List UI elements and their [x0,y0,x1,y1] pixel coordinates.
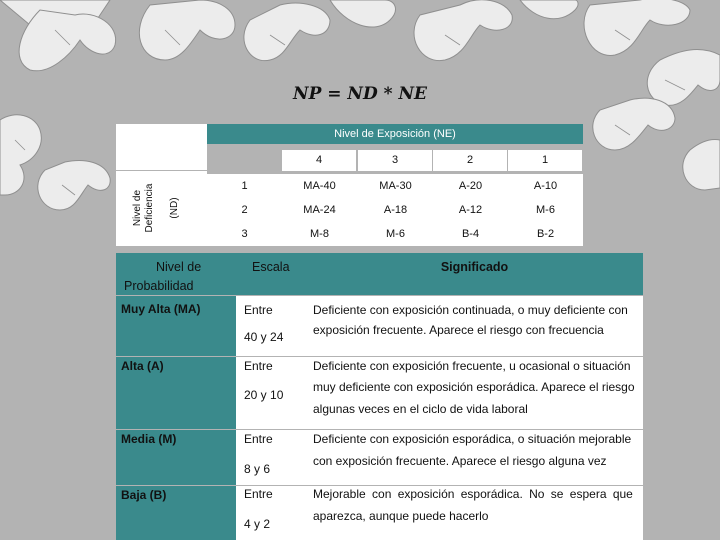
matrix-cell: A-10 [533,180,558,192]
level-cell-baja: Baja (B) [116,486,236,540]
matrix-cell: A-12 [458,204,483,216]
meaning-cell-media: Deficiente con exposición esporádica, o situación mejorable con exposición frecuente. Aparece el riesgo alguna vez [306,430,643,485]
meaning-cell-alta: Deficiente con exposición frecuente, u ocasional o situación muy deficiente con exposición esporádica. Aparece el riesgo algunas veces en el ciclo de vida laboral [306,357,643,429]
level-cell-media: Media (M) [116,430,236,485]
level-cell-muy-alta: Muy Alta (MA) [116,296,236,356]
matrix-row-nd-2 [207,198,583,222]
nd-label: Nivel de Deficiencia [132,183,155,233]
nd-value: 1 [241,180,248,192]
header-significado: Significado [306,253,643,295]
matrix-cell: MA-30 [379,180,412,192]
level-cell-alta: Alta (A) [116,357,236,429]
header-escala: Escala [236,253,306,295]
matrix-cell: M-6 [536,204,555,216]
nd-abbrev-label: (ND) [169,197,180,219]
matrix-corner-cell [116,124,207,170]
ne-value-3: 3 [358,150,432,171]
ne-header: Nivel de Exposición (NE) [207,124,583,144]
ne-value-1: 1 [508,150,582,171]
header-nivel-probabilidad: Nivel de Probabilidad [116,253,236,295]
matrix-cell: A-18 [383,204,408,216]
matrix-cell: B-2 [536,228,555,240]
scale-cell-alta: Entre 20 y 10 [236,357,306,429]
scale-cell-baja: Entre 4 y 2 [236,486,306,540]
risk-formula: NP = ND * NE [293,84,427,104]
scale-cell-media: Entre 8 y 6 [236,430,306,485]
meaning-cell-baja: Mejorable con exposición esporádica. No se espera que aparezca, aunque puede hacerlo [306,486,643,540]
matrix-cell: MA-40 [303,180,336,192]
ne-value-2: 2 [433,150,507,171]
meaning-cell-muy-alta: Deficiente con exposición continuada, o muy deficiente con exposición frecuente. Aparece el riesgo con frecuencia [306,296,643,356]
ne-value-4: 4 [282,150,356,171]
matrix-row-nd-3 [207,222,583,246]
nd-value: 3 [241,228,248,240]
matrix-cell: M-6 [386,228,405,240]
scale-cell-muy-alta: Entre 40 y 24 [236,296,306,356]
nd-header-cell [116,171,207,246]
matrix-cell: B-4 [461,228,480,240]
matrix-row-nd-1 [207,174,583,198]
matrix-cell: MA-24 [303,204,336,216]
matrix-cell: M-8 [310,228,329,240]
matrix-cell: A-20 [458,180,483,192]
nd-value: 2 [241,204,248,216]
